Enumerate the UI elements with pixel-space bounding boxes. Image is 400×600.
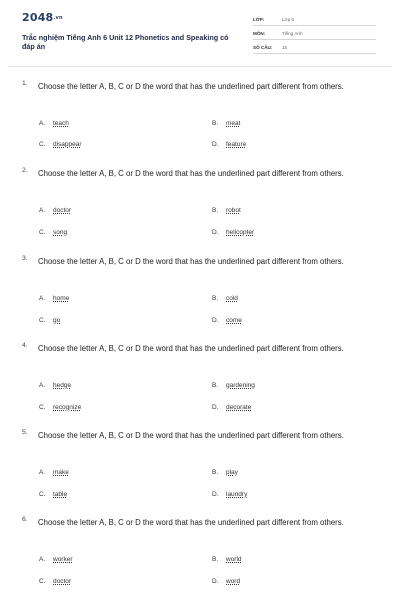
logo-suffix: .vn [53, 15, 63, 21]
meta-value: Tiếng Anh [282, 31, 303, 36]
option-c[interactable]: C. disappear [39, 141, 82, 148]
option-a[interactable]: A. doctor [39, 207, 72, 214]
meta-value: 15 [282, 45, 288, 50]
option-b[interactable]: B. play [212, 469, 238, 476]
option-d[interactable]: D. come [212, 317, 242, 324]
option-a[interactable]: A. teach [39, 120, 69, 127]
option-a[interactable]: A. home [39, 295, 70, 302]
question-number: 4. [22, 342, 28, 349]
option-c[interactable]: C. recognize [39, 404, 82, 411]
question-number: 5. [22, 429, 28, 436]
page-title: Trắc nghiệm Tiếng Anh 6 Unit 12 Phonetics and Speaking có đáp án [22, 33, 229, 51]
page-header [0, 0, 400, 70]
question-text: Choose the letter A, B, C or D the word that has the underlined part different from others. [38, 82, 344, 91]
option-a[interactable]: A. hedge [39, 382, 72, 389]
option-b[interactable]: B. gardening [212, 382, 255, 389]
option-c[interactable]: C. go [39, 317, 61, 324]
question-text: Choose the letter A, B, C or D the word that has the underlined part different from others. [38, 169, 344, 178]
meta-label: SỐ CÂU: [253, 45, 273, 50]
option-b[interactable]: B. world [212, 556, 242, 563]
question-text: Choose the letter A, B, C or D the word that has the underlined part different from others. [38, 257, 344, 266]
meta-grade-row [253, 14, 376, 26]
option-b[interactable]: B. cold [212, 295, 238, 302]
option-d[interactable]: D. feature [212, 141, 247, 148]
option-c[interactable]: C. table [39, 491, 68, 498]
option-b[interactable]: B. meat [212, 120, 241, 127]
option-d[interactable]: D. laundry [212, 491, 248, 498]
question-number: 2. [22, 167, 28, 174]
option-c[interactable]: C. doctor [39, 578, 72, 585]
header-divider [8, 66, 392, 67]
question-text: Choose the letter A, B, C or D the word that has the underlined part different from others. [38, 518, 344, 527]
option-b[interactable]: B. robot [212, 207, 241, 214]
meta-value: Lớp 6 [282, 17, 294, 22]
question-text: Choose the letter A, B, C or D the word that has the underlined part different from others. [38, 431, 344, 440]
meta-label: LỚP: [253, 17, 265, 22]
question-number: 1. [22, 80, 28, 87]
option-c[interactable]: C. song [39, 229, 68, 236]
meta-subject-row [253, 28, 376, 40]
meta-count-row [253, 42, 376, 54]
option-a[interactable]: A. make [39, 469, 69, 476]
meta-label: MÔN: [253, 31, 266, 36]
site-logo[interactable] [22, 11, 63, 24]
question-number: 3. [22, 255, 28, 262]
option-a[interactable]: A. worker [39, 556, 73, 563]
logo-text: 2048 [22, 11, 54, 24]
option-d[interactable]: D. word [212, 578, 241, 585]
question-text: Choose the letter A, B, C or D the word that has the underlined part different from others. [38, 344, 344, 353]
option-d[interactable]: D. helicopter [212, 229, 255, 236]
option-d[interactable]: D. decorate [212, 404, 252, 411]
question-number: 6. [22, 516, 28, 523]
